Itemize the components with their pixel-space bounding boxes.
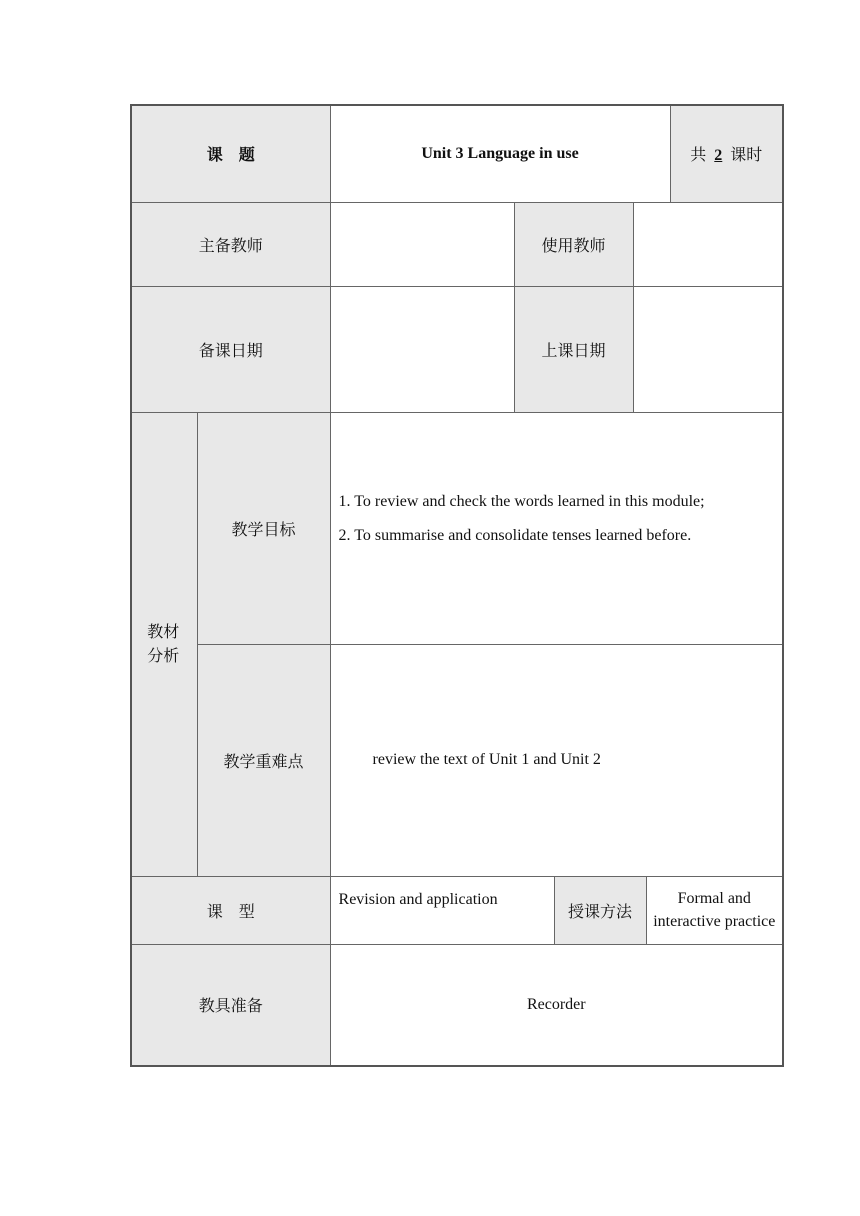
topic-value: Unit 3 Language in use bbox=[330, 105, 670, 202]
main-teacher-value bbox=[330, 202, 514, 286]
user-teacher-value bbox=[633, 202, 783, 286]
aids-label: 教具准备 bbox=[131, 944, 330, 1066]
goal-item: 1. To review and check the words learned in this module; bbox=[338, 492, 705, 510]
key-points-label: 教学重难点 bbox=[197, 644, 330, 876]
prep-date-label: 备课日期 bbox=[131, 286, 330, 412]
lesson-type-label: 课 型 bbox=[131, 876, 330, 944]
lesson-count-prefix: 共 bbox=[690, 145, 707, 165]
method-label: 授课方法 bbox=[554, 876, 646, 944]
goal-item: 2. To summarise and consolidate tenses learned before. bbox=[338, 526, 692, 544]
lesson-count-suffix: 课时 bbox=[730, 145, 763, 165]
key-points-value: review the text of Unit 1 and Unit 2 bbox=[330, 644, 783, 876]
lesson-count-cell bbox=[670, 105, 783, 202]
class-date-value bbox=[633, 286, 783, 412]
main-teacher-label: 主备教师 bbox=[131, 202, 330, 286]
class-date-label: 上课日期 bbox=[514, 286, 633, 412]
goals-label: 教学目标 bbox=[197, 412, 330, 644]
user-teacher-label: 使用教师 bbox=[514, 202, 633, 286]
prep-date-value bbox=[330, 286, 514, 412]
goals-cell bbox=[330, 412, 783, 644]
method-value: Formal and interactive practice bbox=[646, 876, 783, 944]
lesson-type-value: Revision and application bbox=[330, 876, 554, 944]
aids-value: Recorder bbox=[330, 944, 783, 1066]
lesson-count-value: 2 bbox=[714, 147, 723, 165]
analysis-label: 教材分析 bbox=[147, 622, 180, 665]
analysis-label-cell bbox=[131, 412, 197, 876]
topic-label: 课 题 bbox=[131, 105, 330, 202]
lesson-plan-table bbox=[130, 104, 784, 1067]
